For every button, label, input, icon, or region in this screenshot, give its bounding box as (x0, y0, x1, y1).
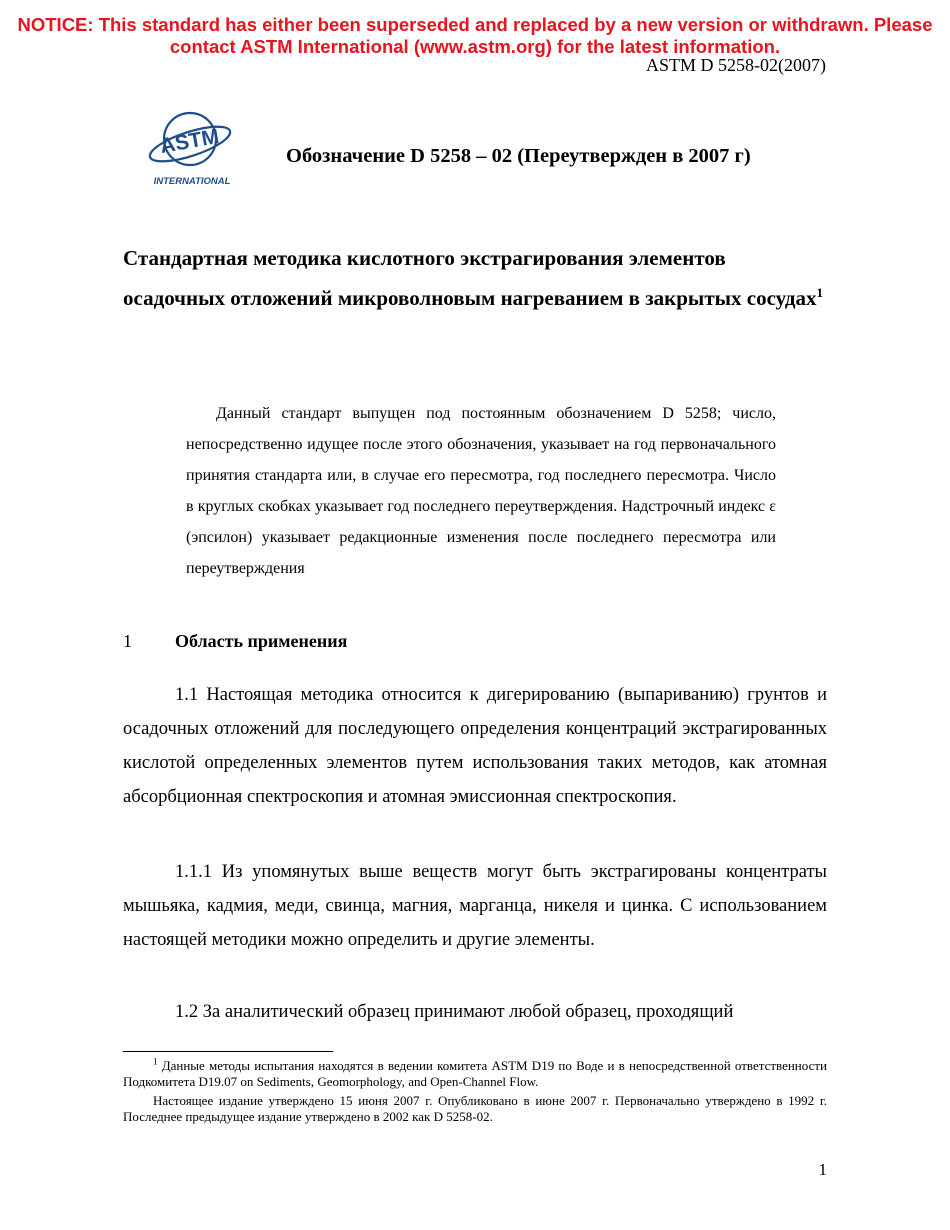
paragraph-1-2: 1.2 За аналитический образец принимают любой образец, проходящий (175, 1002, 734, 1022)
page-number: 1 (818, 1160, 827, 1179)
withdrawal-notice (0, 14, 950, 58)
document-id: ASTM D 5258-02(2007) (646, 55, 826, 75)
designation: Обозначение D 5258 – 02 (Переутвержден в 2007 г) (286, 145, 751, 167)
astm-logo (146, 106, 238, 188)
logo-subtitle: INTERNATIONAL (153, 176, 231, 187)
footnote-marker: 1 (153, 1056, 158, 1067)
paragraph-1-1: 1.1 Настоящая методика относится к дигерированию (выпариванию) грунтов и осадочных отложений для последующего определения концентраций экстрагированных кислотой определенных элементов путем использования таких методов, как атомная абсорбционная спектроскопия и атомная эмиссионная спектроскопия. (123, 685, 827, 807)
footnote-1-text: Данные методы испытания находятся в ведении комитета ASTM D19 по Воде и в непосредственной ответственности Подкомитета D19.07 on Sediments, Geomorphology, and Open-Channel Flow. (123, 1058, 827, 1089)
logo-text: ASTM (158, 125, 221, 159)
title-footnote-ref: 1 (816, 285, 823, 300)
preface-note: Данный стандарт выпущен под постоянным обозначением D 5258; число, непосредственно идущее после этого обозначения, указывает на год первоначального принятия стандарта или, в случае его пересмотра, год последнего пересмотра. Число в круглых скобках указывает год последнего переутверждения. Надстрочный индекс ε (эпсилон) указывает редакционные изменения после последнего пересмотра или переутверждения (186, 405, 776, 577)
title-text: Стандартная методика кислотного экстрагирования элементов осадочных отложений микроволновым нагреванием в закрытых сосудах (123, 246, 817, 310)
footnote-1 (123, 1058, 827, 1090)
paragraph-1-1-1: 1.1.1 Из упомянутых выше веществ могут быть экстрагированы концентраты мышьяка, кадмия, меди, свинца, магния, марганца, никеля и цинка. С использованием настоящей методики можно определить и другие элементы. (123, 862, 827, 950)
notice-line-1: NOTICE: This standard has either been superseded and replaced by a new version or withdrawn. Please (17, 14, 933, 35)
footnote-2: Настоящее издание утверждено 15 июня 2007 г. Опубликовано в июне 2007 г. Первоначально утверждено в 1992 г. Последнее предыдущее издание утверждено в 2002 как D 5258-02. (123, 1093, 827, 1124)
section-title: Область применения (175, 631, 348, 651)
footnote-divider (123, 1051, 333, 1052)
document-title (123, 238, 823, 318)
notice-line-2: contact ASTM International (www.astm.org) for the latest information. (169, 36, 781, 57)
section-number: 1 (123, 631, 132, 651)
